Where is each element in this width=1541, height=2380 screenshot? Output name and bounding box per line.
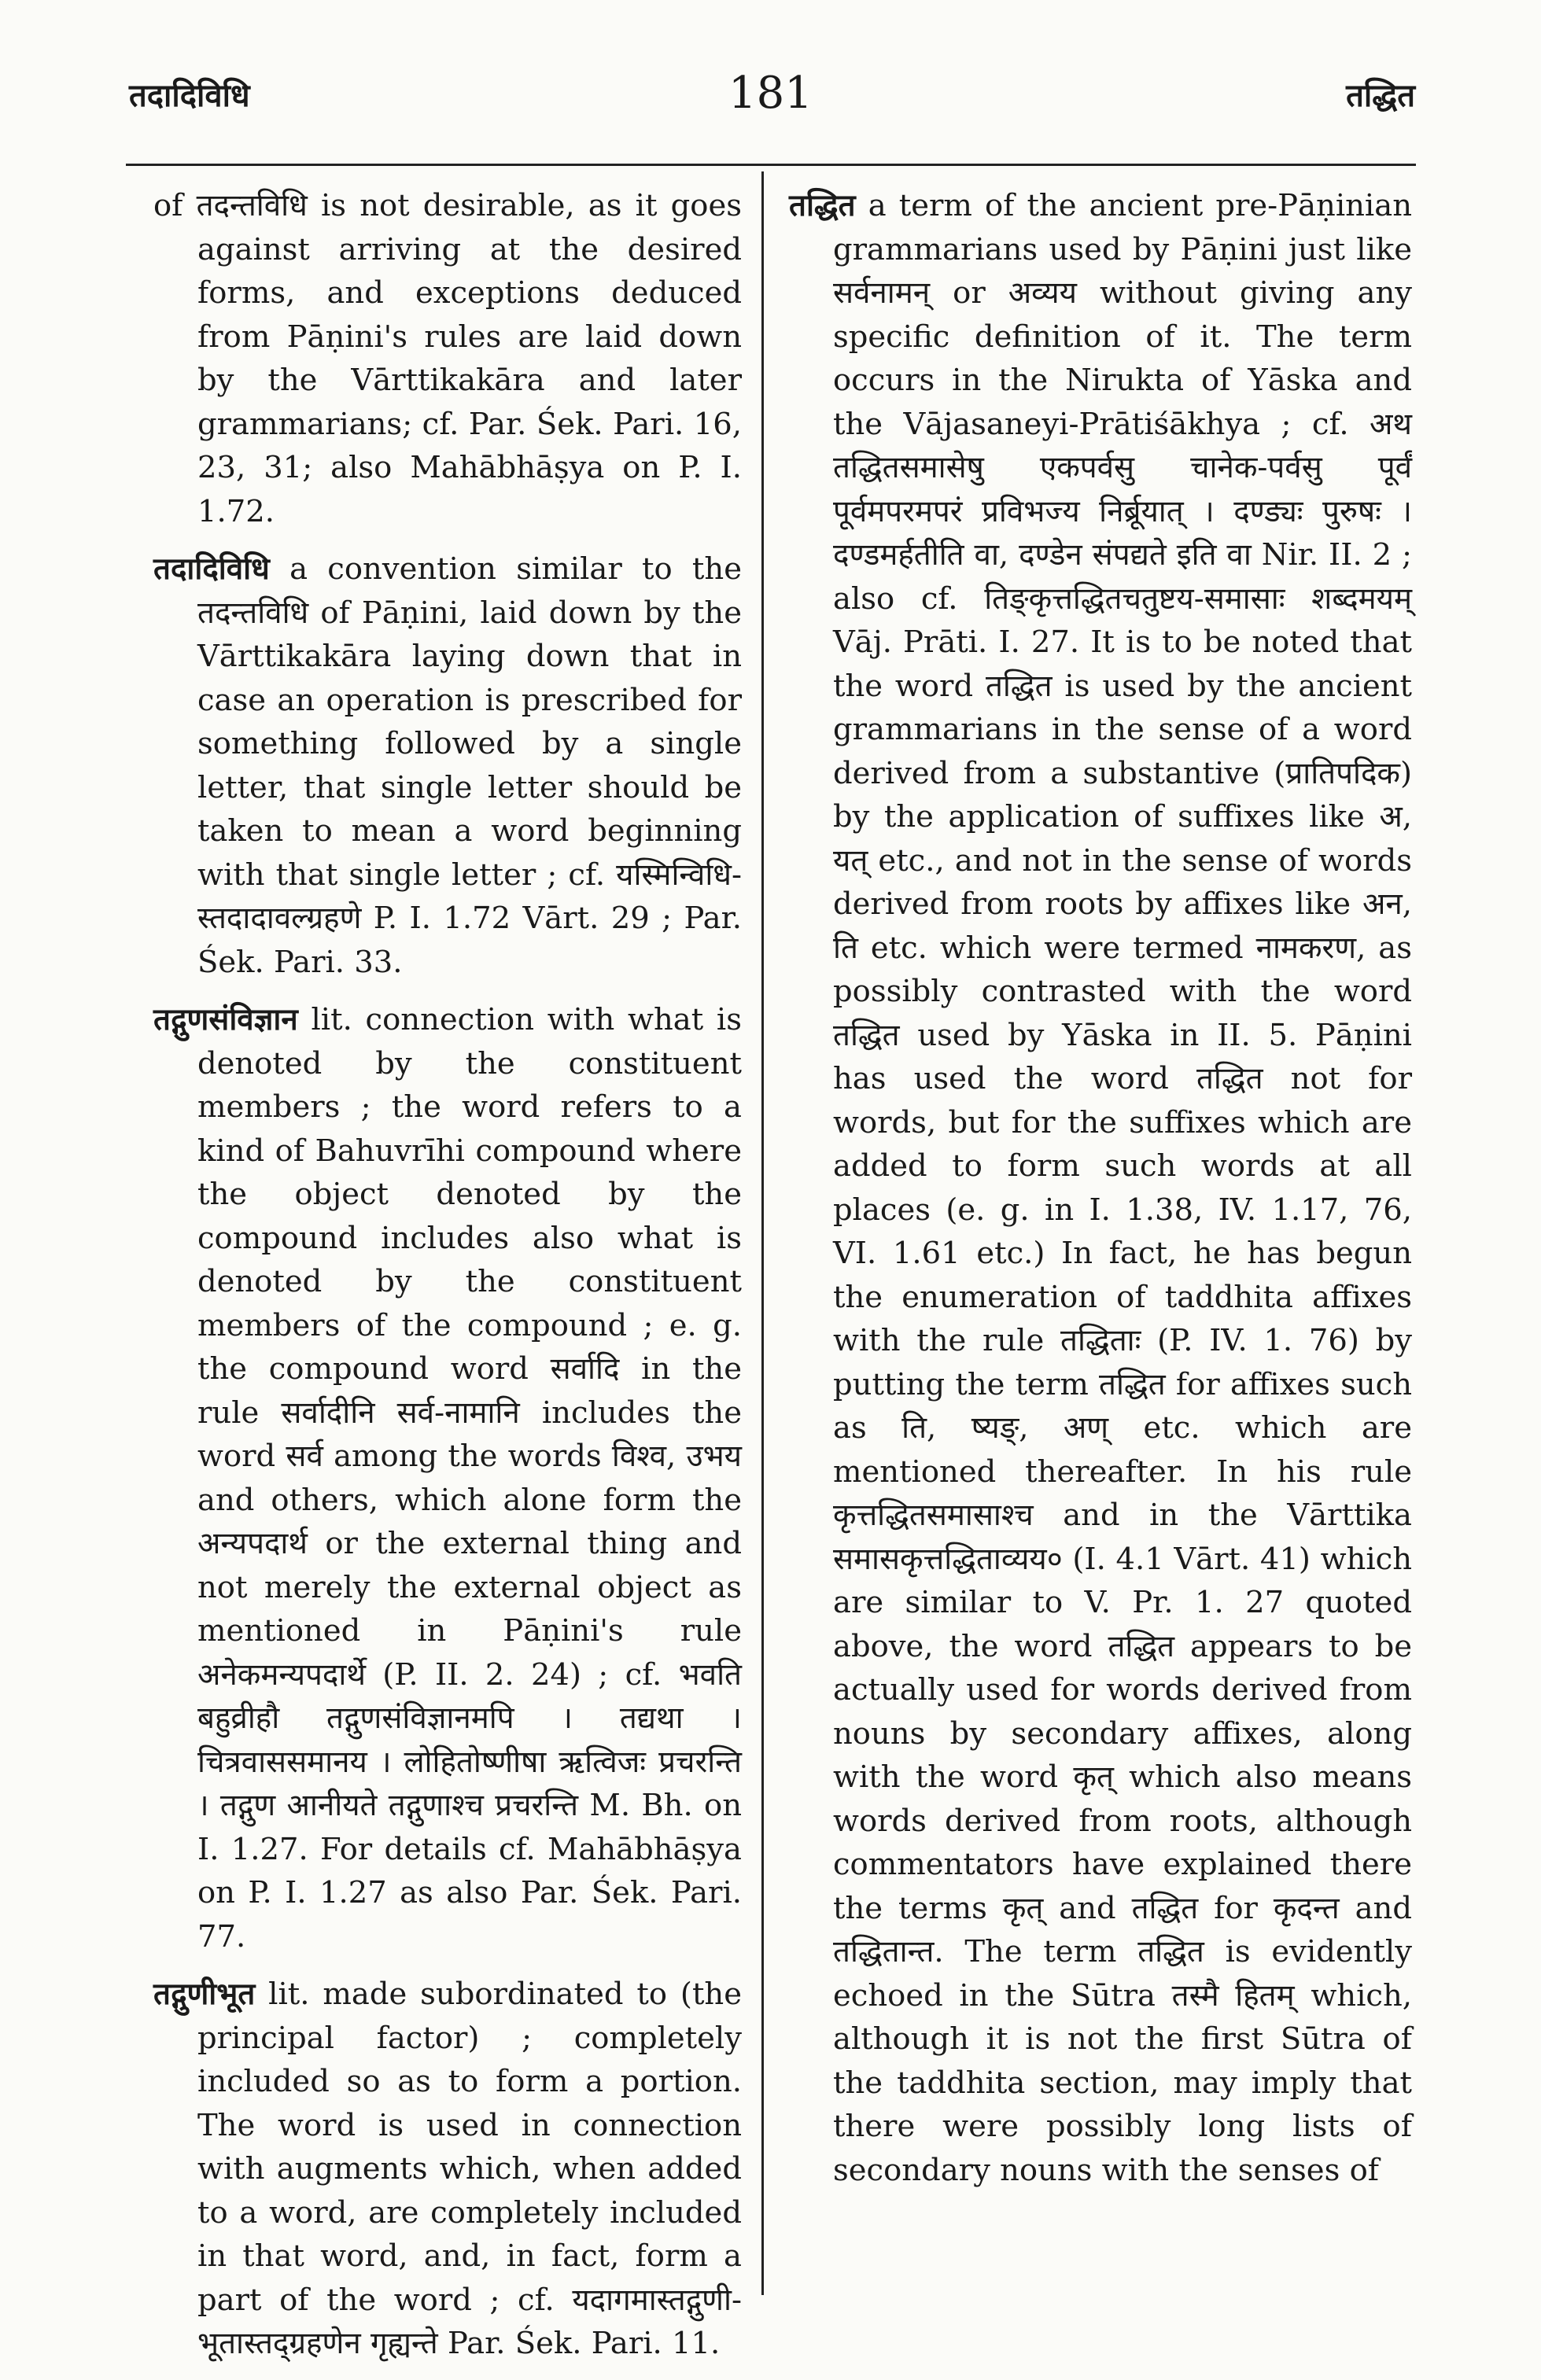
continuation-text: of तदन्तविधि is not desirable, as it goes against arriving at the desired forms, and exceptions deduced from Pāṇini's rules are laid down by the Vārttikakāra and later grammarians; cf. Par. Śek. Pari. 16, 23, 31; also Mahābhāṣya on P. I. 1.72. — [153, 188, 742, 529]
dictionary-entry-tadadividhi — [153, 547, 742, 984]
header-left-word: तदादिविधि — [129, 77, 250, 114]
page-header — [0, 68, 1541, 135]
headword: तद्गुणीभूत — [153, 1977, 256, 2012]
headword: तद्धित — [789, 188, 856, 223]
entry-text: lit. made subordinated to (the principal factor) ; completely included so as to form a portion. The word is used in connection with augments which, when added to a word, are completely included in that word, and, in fact, form a part of the word ; cf. यदागमास्तद्गुणी-भूतास्तद्ग्रहणेन गृह्यन्ते Par. Śek. Pari. 11. — [197, 1977, 742, 2361]
entry-text: lit. connection with what is denoted by the constituent members ; the word refers to a kind of Bahuvrīhi compound where the object denoted by the compound includes also what is denoted by the constituent members of the compound ; e. g. the compound word सर्वादि in the rule सर्वादीनि सर्व-नामानि includes the word सर्व among the words विश्व, उभय and others, which alone form the अन्यपदार्थ or the external thing and not merely the external object as mentioned in Pāṇini's rule अनेकमन्यपदार्थे (P. II. 2. 24) ; cf. भवति बहुव्रीहौ तद्गुणसंविज्ञानमपि । तद्यथा । चित्रवाससमानय । लोहितोष्णीषा ऋत्विजः प्रचरन्ति । तद्गुण आनीयते तद्गुणाश्च प्रचरन्ति M. Bh. on I. 1.27. For details cf. Mahābhāṣya on P. I. 1.27 as also Par. Śek. Pari. 77. — [197, 1002, 742, 1954]
page-number: 181 — [728, 68, 813, 119]
headword: तद्गुणसंविज्ञान — [153, 1002, 298, 1037]
entry-text: a convention similar to the तदन्तविधि of Pāṇini, laid down by the Vārttikakāra laying down that in case an operation is prescribed for something followed by a single letter, that single letter should be taken to mean a word beginning with that single letter ; cf. यस्मिन्विधि-स्तदादावल्ग्रहणे P. I. 1.72 Vārt. 29 ; Par. Śek. Pari. 33. — [197, 551, 742, 980]
header-rule — [126, 164, 1416, 166]
header-right-word: तद्धित — [1346, 77, 1415, 114]
left-column — [153, 184, 742, 2380]
right-column — [789, 184, 1412, 2206]
entry-text: a term of the ancient pre-Pāṇinian grammarians used by Pāṇini just like सर्वनामन् or अव्यय without giving any specific definition of it. The term occurs in the Nirukta of Yāska and the Vājasaneyi-Prātiśākhya ; cf. अथ तद्धितसमासेषु एकपर्वसु चानेक-पर्वसु पूर्वं पूर्वमपरमपरं प्रविभज्य निर्ब्रूयात् । दण्ड्यः पुरुषः । दण्डमर्हतीति वा, दण्डेन संपद्यते इति वा Nir. II. 2 ; also cf. तिङ्कृत्तद्धितचतुष्टय-समासाः शब्दमयम् Vāj. Prāti. I. 27. It is to be noted that the word तद्धित is used by the ancient grammarians in the sense of a word derived from a substantive (प्रातिपदिक) by the application of suffixes like अ, यत् etc., and not in the sense of words derived from roots by affixes like अन, ति etc. which were termed नामकरण, as possibly contrasted with the word तद्धित used by Yāska in II. 5. Pāṇini has used the word तद्धित not for words, but for the suffixes which are added to form such words at all places (e. g. in I. 1.38, IV. 1.17, 76, VI. 1.61 etc.) In fact, he has begun the enumeration of taddhita affixes with the rule तद्धिताः (P. IV. 1. 76) by putting the term तद्धित for affixes such as ति, ष्यङ्, अण् etc. which are mentioned thereafter. In his rule कृत्तद्धितसमासाश्च and in the Vārttika समासकृत्तद्धिताव्यय० (I. 4.1 Vārt. 41) which are similar to V. Pr. 1. 27 quoted above, the word तद्धित appears to be actually used for words derived from nouns by secondary affixes, along with the word कृत् which also means words derived from roots, although commentators have explained there the terms कृत् and तद्धित for कृदन्त and तद्धितान्त. The term तद्धित is evidently echoed in the Sūtra तस्मै हितम् which, although it is not the first Sūtra of the taddhita section, may imply that there were possibly long lists of secondary nouns with the senses of — [833, 188, 1412, 2188]
continuation-paragraph — [153, 184, 742, 533]
dictionary-entry-tadgunibhuta — [153, 1973, 742, 2366]
dictionary-entry-taddhita — [789, 184, 1412, 2192]
dictionary-entry-tadgunasamvijnana — [153, 998, 742, 1958]
column-separator — [761, 171, 764, 2295]
headword: तदादिविधि — [153, 551, 270, 587]
